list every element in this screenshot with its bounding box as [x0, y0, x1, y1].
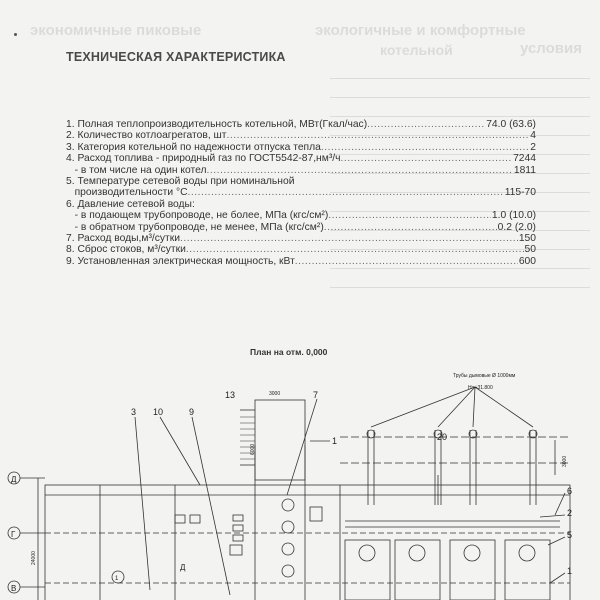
ghost-heading-4: условия — [520, 40, 582, 57]
leader-dots — [207, 165, 513, 176]
axis-label-d: Д — [11, 475, 17, 484]
spec-value: 1811 — [513, 164, 536, 176]
leader-dots — [340, 153, 512, 164]
margin-dot — [14, 33, 17, 36]
spec-label: - в том числе на один котел — [66, 164, 207, 176]
chimney-note: Трубы дымовые Ø 1000мм — [453, 373, 516, 379]
spec-value: 50 — [524, 244, 536, 256]
spec-label: - в обратном трубопроводе, не менее, МПа (кгс/см²) — [66, 221, 324, 233]
callout-1-top: 1 — [332, 436, 338, 446]
chimney-height: Н=+31.800 — [468, 385, 493, 391]
spec-row — [66, 233, 536, 244]
leader-dots — [328, 210, 491, 221]
callout-1-right: 1 — [567, 566, 573, 576]
dim-3000-top: 3000 — [269, 391, 281, 397]
spec-label: 4. Расход топлива - природный газ по ГОСТ5542-87,нм³/ч — [66, 153, 341, 165]
spec-value: 150 — [518, 233, 536, 245]
spec-row — [66, 244, 536, 255]
spec-label: 9. Установленная электрическая мощность, кВт — [66, 255, 295, 267]
plan-title: План на отм. 0,000 — [250, 347, 328, 357]
spec-label: производительности °С — [66, 187, 188, 199]
callout-6: 6 — [567, 486, 573, 496]
leader-dots — [180, 233, 518, 244]
spec-value: 115-70 — [504, 187, 536, 199]
spec-row — [66, 199, 536, 210]
spec-label: 2. Количество котлоагрегатов, шт — [66, 130, 227, 142]
spec-row — [66, 153, 536, 164]
callout-7: 7 — [313, 390, 319, 400]
ghost-heading-1: экономичные пиковые — [30, 22, 202, 39]
spec-row — [66, 256, 536, 267]
dim-6000: 6000 — [250, 443, 256, 455]
spec-value: 74.0 (63.6) — [486, 119, 536, 130]
leader-dots — [324, 222, 497, 233]
spec-label: - в подающем трубопроводе, не более, МПа (кгс/см²) — [66, 210, 329, 222]
spec-list — [66, 119, 536, 267]
axis-label-v: В — [11, 584, 17, 593]
callout-20: 20 — [437, 432, 448, 442]
callout-10: 10 — [153, 407, 164, 417]
spec-row — [66, 165, 536, 176]
spec-label: 7. Расход воды,м³/сутки — [66, 233, 181, 245]
ghost-heading-2: экологичные и комфортные — [315, 22, 526, 39]
leader-dots — [188, 187, 504, 198]
axis-label-g: Г — [11, 530, 16, 539]
spec-value: 0.2 (2.0) — [497, 221, 536, 233]
spec-row — [66, 119, 536, 130]
spec-row — [66, 222, 536, 233]
leader-dots — [321, 142, 529, 153]
spec-value: 2 — [530, 141, 536, 153]
leader-dots — [367, 119, 485, 130]
spec-row — [66, 142, 536, 153]
spec-label: 6. Давление сетевой воды: — [66, 198, 195, 210]
ghost-heading-3: котельной — [380, 42, 453, 58]
spec-row — [66, 210, 536, 221]
leader-dots — [186, 244, 524, 255]
callout-2: 2 — [567, 508, 573, 518]
callout-9: 9 — [189, 407, 195, 417]
spec-value: 600 — [518, 255, 536, 267]
callout-5: 5 — [567, 530, 573, 540]
leader-dots — [227, 130, 530, 141]
callout-3: 3 — [131, 407, 137, 417]
room-letter: Д — [180, 563, 186, 572]
spec-value: 7244 — [513, 153, 536, 165]
spec-row — [66, 130, 536, 141]
spec-label: 5. Температуре сетевой воды при номинальной — [66, 176, 295, 188]
spec-row — [66, 187, 536, 198]
spec-value: 4 — [530, 130, 536, 142]
spec-label: 3. Категория котельной по надежности отпуска тепла — [66, 141, 321, 153]
spec-row — [66, 176, 536, 187]
leader-dots — [295, 256, 518, 267]
circle-mark-label: 1 — [115, 576, 119, 582]
floor-plan-drawing — [0, 355, 600, 600]
callout-13: 13 — [225, 390, 236, 400]
spec-label: 8. Сброс стоков, м³/сутки — [66, 244, 186, 256]
dim-3000-right: 3000 — [562, 455, 568, 467]
spec-label: 1. Полная теплопроизводительность котельной, МВт(Гкал/час) — [66, 119, 368, 130]
page-title: ТЕХНИЧЕСКАЯ ХАРАКТЕРИСТИКА — [66, 50, 286, 64]
dim-24000: 24000 — [31, 551, 37, 565]
spec-value: 1.0 (10.0) — [491, 210, 536, 222]
